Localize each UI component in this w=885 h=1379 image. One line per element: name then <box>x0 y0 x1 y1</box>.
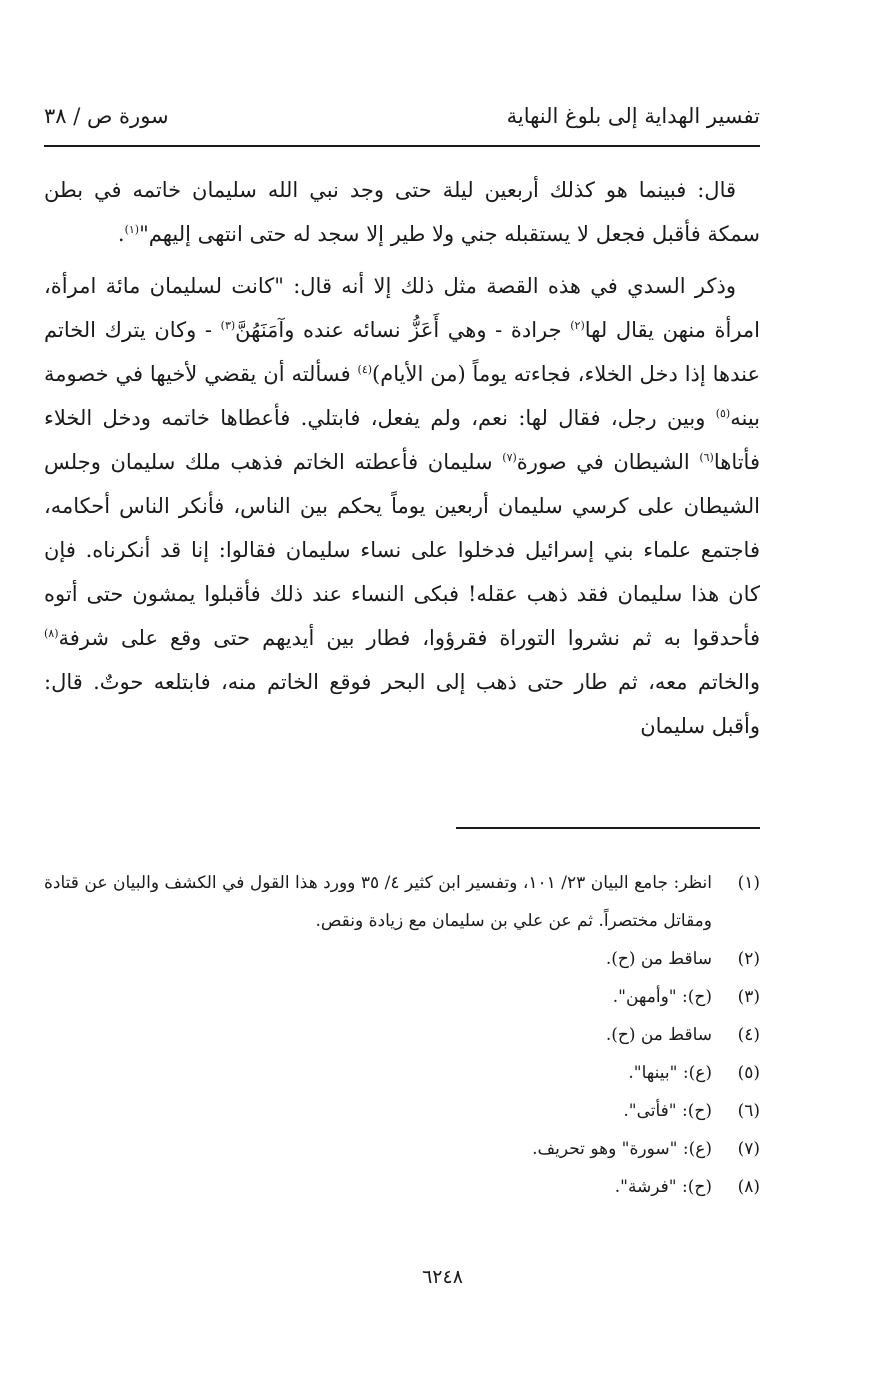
footnote-text: ساقط من (ح). <box>605 949 712 969</box>
paragraph-text: وذكر السدي في هذه القصة مثل ذلك إلا أنه قال: "كانت لسليمان مائة امرأة، امرأة منهن يقال لها <box>44 274 760 342</box>
footnote-ref: (٥) <box>715 407 731 420</box>
paragraph-text: وبين رجل، فقال لها: نعم، ولم يفعل، فابتلي. فأعطاها خاتمه ودخل الخلاء فأتاها <box>44 406 760 474</box>
footnote-number: (٦) <box>737 1101 760 1121</box>
footnote-ref: (٣) <box>220 319 236 332</box>
footnote-text: (ع): "بينها". <box>628 1063 712 1083</box>
footnote-ref: (٦) <box>699 451 714 464</box>
footnote-ref: (١) <box>124 223 140 236</box>
running-header <box>44 104 760 140</box>
surah-reference: سورة ص / ٣٨ <box>44 104 169 128</box>
body-paragraph <box>44 168 760 256</box>
footnote-number: (٧) <box>737 1139 760 1159</box>
footnote-item <box>44 1130 760 1168</box>
footnote-ref: (٨) <box>44 627 59 640</box>
body-paragraph <box>44 264 760 748</box>
footnote-item <box>44 1016 760 1054</box>
footnote-number: (٥) <box>737 1063 760 1083</box>
footnote-item <box>44 864 760 940</box>
footnote-number: (٣) <box>737 987 760 1007</box>
footnote-ref: (٧) <box>502 451 517 464</box>
footnote-item <box>44 1168 760 1206</box>
paragraph-text: الشيطان في صورة <box>516 450 700 474</box>
footnote-number: (١) <box>737 873 760 893</box>
paragraph-text: - وكان يترك الخاتم عندها إذا دخل الخلاء، فجاءته يوماً (من الأيام) <box>44 318 760 386</box>
footnote-text: ساقط من (ح). <box>605 1025 712 1045</box>
book-title: تفسير الهداية إلى بلوغ النهاية <box>506 104 760 128</box>
footnote-number: (٢) <box>737 949 760 969</box>
header-rule <box>44 145 760 147</box>
paragraph-text: والخاتم معه، ثم طار حتى ذهب إلى البحر فوقع الخاتم منه، فابتلعه حوتٌ. قال: وأقبل سليمان <box>44 670 760 738</box>
footnote-item <box>44 1092 760 1130</box>
footnote-item <box>44 1054 760 1092</box>
footnote-ref: (٢) <box>570 319 585 332</box>
paragraph-text: قال: فبينما هو كذلك أربعين ليلة حتى وجد نبي الله سليمان خاتمه في بطن سمكة فأقبل فجعل لا يستقبله جني ولا طير إلا سجد له حتى انتهى إليهم" <box>44 178 760 246</box>
footnotes-list <box>44 864 760 1206</box>
footnote-text: (ح): "وأمهن". <box>612 987 712 1007</box>
footnote-text: (ع): "سورة" وهو تحريف. <box>532 1139 712 1159</box>
footnote-text: (ح): "فأتى". <box>623 1101 712 1121</box>
paragraph-text: . <box>117 222 125 246</box>
paragraph-text: جرادة - وهي أَعَزُّ نسائه عنده وآمَنَهُنَّ <box>235 318 571 342</box>
footnote-ref: (٤) <box>357 363 373 376</box>
footnote-number: (٤) <box>737 1025 760 1045</box>
page-number: ٦٢٤٨ <box>422 1266 463 1288</box>
footnote-number: (٨) <box>737 1177 760 1197</box>
footnote-separator <box>456 827 760 829</box>
footnote-item <box>44 978 760 1016</box>
paragraph-text: سليمان فأعطته الخاتم فذهب ملك سليمان وجلس الشيطان على كرسي سليمان أربعين يوماً يحكم بين الناس، فأنكر الناس أحكامه، فاجتمع علماء بني إسرائيل فدخلوا على نساء سليمان فقالوا: إنا قد أنكرناه. فإن كان هذا سليمان فقد ذهب عقله! فبكى النساء عند ذلك فأقبلوا يمشون حتى أتوه فأحدقوا به ثم نشروا التوراة فقرؤوا، فطار بين أيديهم حتى وقع على شرفة <box>44 450 760 650</box>
footnote-text: انظر: جامع البيان ٢٣/ ١٠١، وتفسير ابن كثير ٤/ ٣٥ وورد هذا القول في الكشف والبيان عن قتادة ومقاتل مختصراً. ثم عن علي بن سليمان مع زيادة ونقص. <box>44 873 712 931</box>
footnote-item <box>44 940 760 978</box>
paragraph-text: فسألته أن يقضي لأخيها في خصومة بينه <box>44 362 760 430</box>
footnote-text: (ح): "فرشة". <box>614 1177 712 1197</box>
main-text <box>44 168 760 748</box>
